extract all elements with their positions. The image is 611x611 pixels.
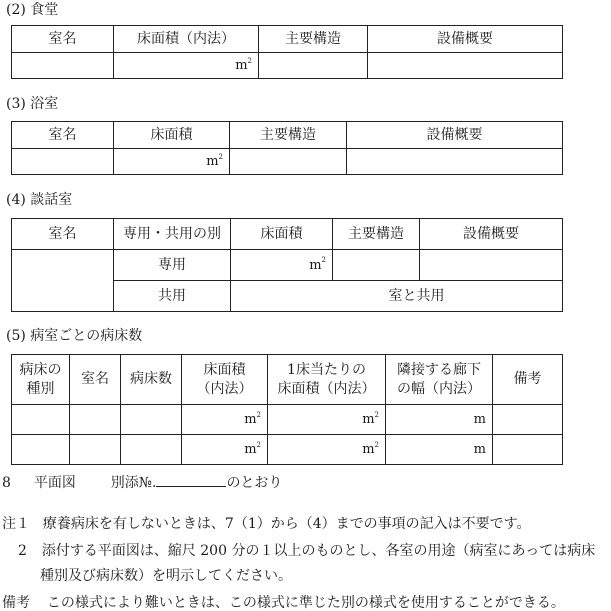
header-main-structure: 主要構造	[259, 26, 368, 53]
header-bed-count: 病床数	[121, 355, 182, 405]
width-unit: m	[473, 412, 486, 428]
header-floor-area: 床面積	[231, 219, 333, 250]
cell-bed-type[interactable]	[12, 435, 70, 465]
cell-corridor-width[interactable]	[386, 435, 493, 465]
cell-room-name[interactable]	[12, 250, 114, 312]
header-floor-area: 床面積 （内法）	[182, 355, 268, 405]
remark-text: この様式により難いときは、この様式に準じた別の様式を使用することができる。	[46, 595, 565, 611]
header-room-name: 室名	[70, 355, 121, 405]
section-title-lounge: (4) 談話室	[6, 192, 73, 208]
section-title-beds: (5) 病室ごとの病床数	[6, 328, 143, 344]
header-bed-type: 病床の 種別	[12, 355, 70, 405]
cell-floor-area[interactable]	[231, 250, 333, 281]
table-row	[12, 435, 563, 465]
floor-plan-suffix: のとおり	[226, 475, 283, 491]
cell-floor-area[interactable]	[182, 405, 268, 435]
note-2-line-2: 種別及び病床数）を明示してください。	[40, 568, 292, 584]
floor-plan-attachment: 別添№.	[110, 475, 157, 491]
note-2-number: 2	[18, 543, 27, 559]
note-2	[18, 544, 595, 558]
cell-room-name[interactable]	[70, 435, 121, 465]
cell-shared-label: 共用	[114, 281, 231, 312]
cell-bed-type[interactable]	[12, 405, 70, 435]
bath-table	[11, 121, 563, 175]
header-equipment: 設備概要	[368, 26, 563, 53]
header-room-name: 室名	[12, 122, 114, 149]
area-unit: $m^2$	[206, 152, 223, 170]
area-unit: $m^2$	[362, 440, 379, 458]
header-main-structure: 主要構造	[230, 122, 347, 149]
cell-bed-count[interactable]	[121, 435, 182, 465]
header-floor-area: 床面積	[114, 122, 230, 149]
note-2-line-1: 添付する平面図は、縮尺 200 分の１以上のものとし、各室の用途（病室にあっては病床	[41, 543, 596, 559]
cell-floor-area[interactable]	[182, 435, 268, 465]
cell-room-name[interactable]	[70, 405, 121, 435]
area-unit: $m^2$	[244, 410, 261, 428]
cell-room-name[interactable]	[12, 149, 114, 175]
header-corridor-width: 隣接する廊下 の幅（内法）	[386, 355, 493, 405]
header-equipment: 設備概要	[347, 122, 563, 149]
header-use-type: 専用・共用の別	[114, 219, 231, 250]
cell-equipment[interactable]	[347, 149, 563, 175]
width-unit: m	[473, 442, 486, 458]
cell-main-structure[interactable]	[259, 53, 368, 79]
note-1-text: 療養病床を有しないときは、7（1）から（4）までの事項の記入は不要です。	[42, 516, 531, 532]
header-equipment: 設備概要	[420, 219, 563, 250]
header-remarks: 備考	[493, 355, 563, 405]
area-unit: $m^2$	[244, 440, 261, 458]
cell-remarks[interactable]	[493, 405, 563, 435]
floor-plan-label: 平面図	[33, 475, 76, 491]
remark-label: 備考	[2, 595, 30, 611]
cell-room-name[interactable]	[12, 53, 114, 79]
cell-bed-count[interactable]	[121, 405, 182, 435]
section-title-bath: (3) 浴室	[6, 96, 59, 112]
cell-floor-area[interactable]	[114, 53, 259, 79]
area-unit: $m^2$	[362, 410, 379, 428]
cell-equipment[interactable]	[368, 53, 563, 79]
table-row	[12, 405, 563, 435]
cell-exclusive-label: 専用	[114, 250, 231, 281]
header-room-name: 室名	[12, 26, 114, 53]
section-title-dining: (2) 食堂	[6, 2, 59, 18]
floor-plan-line	[2, 474, 282, 490]
cell-main-structure[interactable]	[230, 149, 347, 175]
remark	[2, 596, 565, 610]
header-floor-area: 床面積（内法）	[114, 26, 259, 53]
header-room-name: 室名	[12, 219, 114, 250]
area-unit: $m^2$	[235, 56, 252, 74]
attachment-number-field[interactable]	[156, 474, 226, 487]
header-main-structure: 主要構造	[333, 219, 420, 250]
area-unit: $m^2$	[309, 256, 326, 273]
cell-shared-note[interactable]: 室と共用	[231, 281, 563, 312]
cell-corridor-width[interactable]	[386, 405, 493, 435]
cell-main-structure[interactable]	[333, 250, 420, 281]
note-1-label: 注１	[2, 516, 30, 532]
dining-table	[11, 25, 563, 79]
cell-floor-area[interactable]	[114, 149, 230, 175]
lounge-table	[11, 218, 563, 312]
cell-remarks[interactable]	[493, 435, 563, 465]
cell-per-bed-area[interactable]	[268, 435, 386, 465]
beds-table	[11, 354, 563, 465]
note-1	[2, 517, 531, 531]
cell-equipment[interactable]	[420, 250, 563, 281]
floor-plan-number: 8	[2, 475, 11, 491]
cell-per-bed-area[interactable]	[268, 405, 386, 435]
header-per-bed-area: 1床当たりの 床面積（内法）	[268, 355, 386, 405]
